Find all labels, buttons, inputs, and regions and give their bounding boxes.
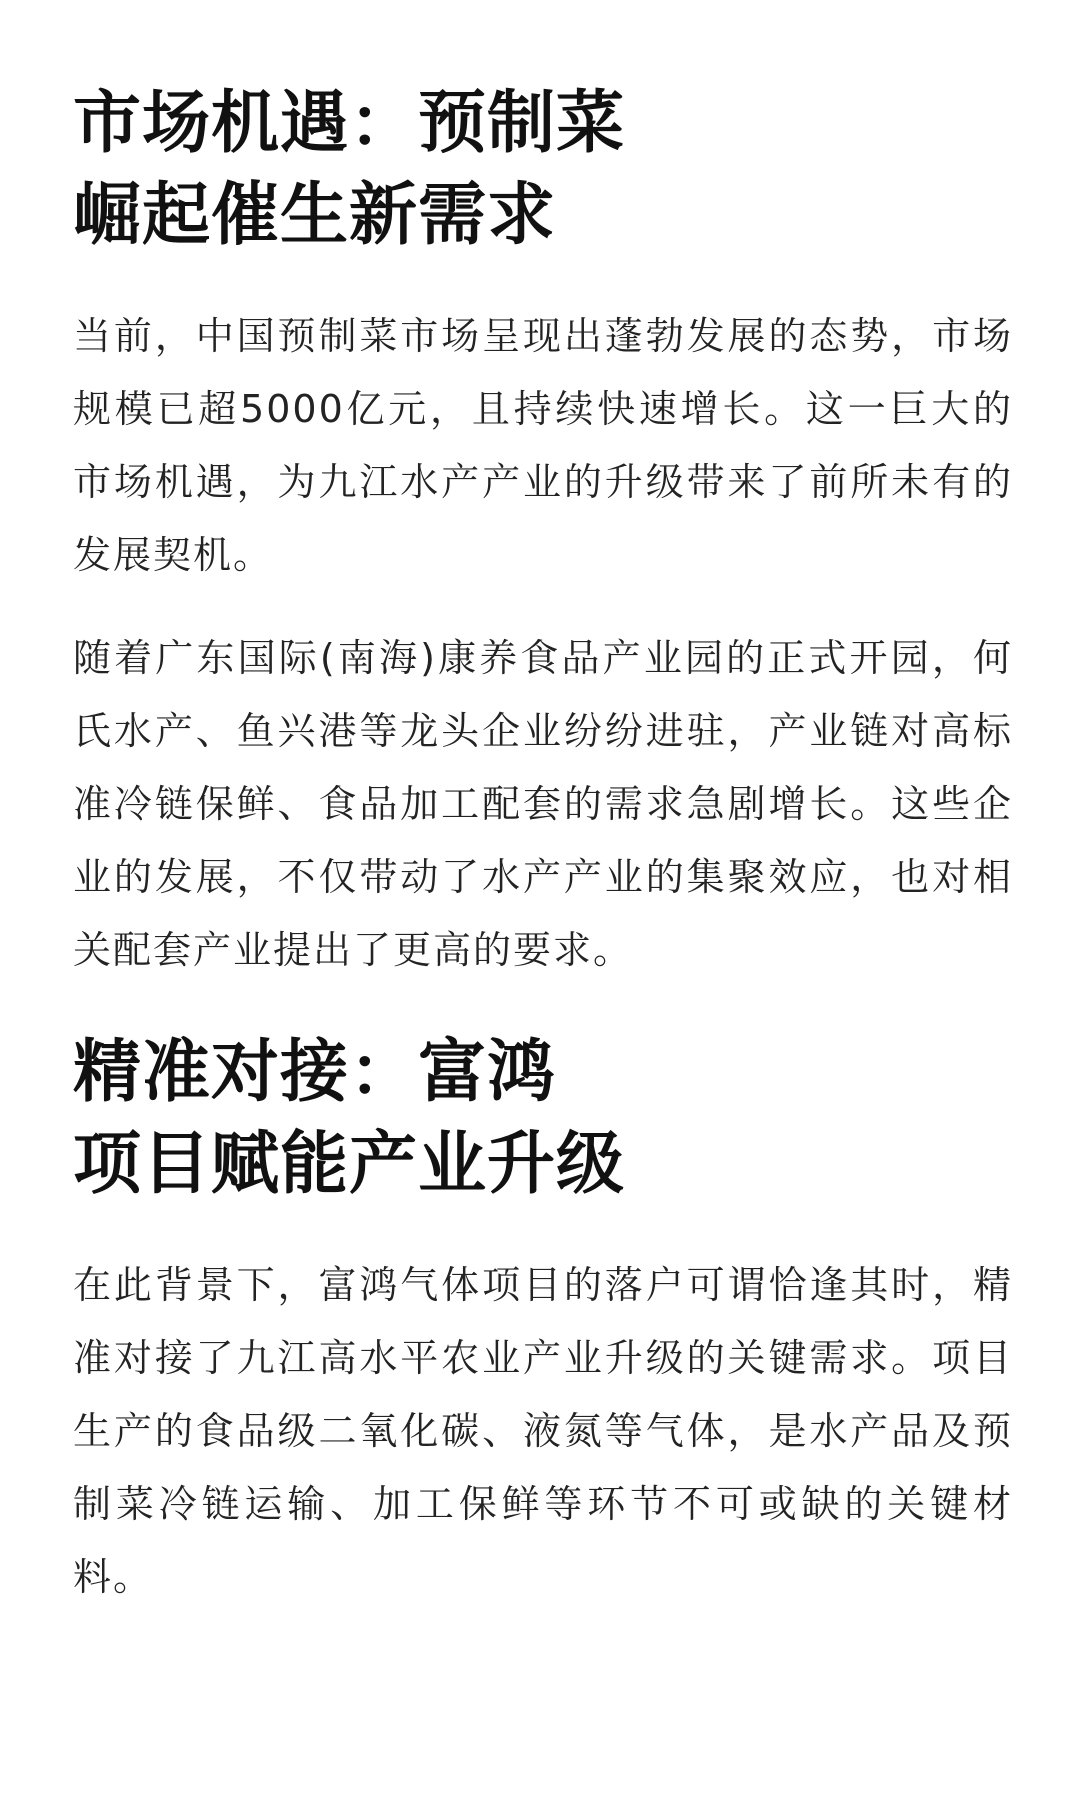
article-body: [73, 78, 1013, 1614]
section-title-line: 精准对接：富鸿: [73, 1033, 557, 1112]
paragraph-fuhong-project: 在此背景下，富鸿气体项目的落户可谓恰逢其时，精准对接了九江高水平农业产业升级的关键需求。项目生产的食品级二氧化碳、液氮等气体，是水产品及预制菜冷链运输、加工保鲜等环节不可或缺的关键材料。: [73, 1263, 1013, 1599]
section-title-precise-docking: [73, 1027, 1013, 1211]
section-title-market-opportunity: [73, 78, 1013, 262]
section-title-line: 项目赋能产业升级: [73, 1125, 626, 1204]
section-title-line: 市场机遇：预制菜: [73, 84, 626, 163]
paragraph-market-scale: 当前，中国预制菜市场呈现出蓬勃发展的态势，市场规模已超5000亿元，且持续快速增长。这一巨大的市场机遇，为九江水产产业的升级带来了前所未有的发展契机。: [73, 314, 1013, 577]
section-title-line: 崛起催生新需求: [73, 176, 557, 255]
paragraph-industrial-park: 随着广东国际(南海)康养食品产业园的正式开园，何氏水产、鱼兴港等龙头企业纷纷进驻，产业链对高标准冷链保鲜、食品加工配套的需求急剧增长。这些企业的发展，不仅带动了水产产业的集聚效应，也对相关配套产业提出了更高的要求。: [73, 636, 1013, 972]
